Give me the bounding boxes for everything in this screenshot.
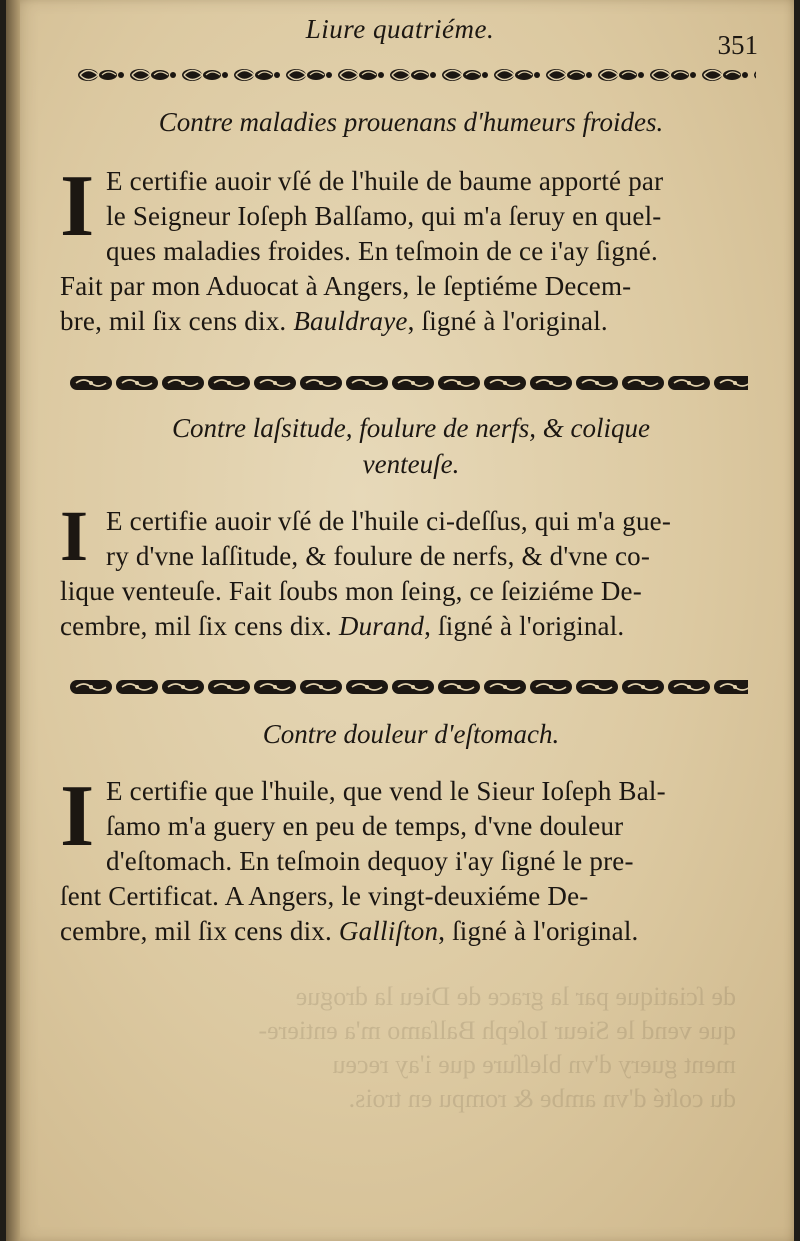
text-line: d'eſtomach. En teſmoin dequoy i'ay ſigné le pre- bbox=[106, 846, 634, 876]
ornament-band-top bbox=[76, 64, 756, 86]
section-heading-line: Contre maladies prouenans d'humeurs froides. bbox=[158, 107, 664, 137]
book-spine bbox=[6, 0, 20, 1241]
text-line: le Seigneur Ioſeph Balſamo, qui m'a ſeruy en quel- bbox=[106, 201, 662, 231]
drop-cap: I bbox=[60, 768, 95, 865]
drop-cap: I bbox=[60, 158, 95, 255]
ornament-band-middle-icon bbox=[68, 372, 748, 394]
signature: Durand bbox=[338, 611, 425, 641]
text-line bbox=[60, 609, 760, 644]
section-heading-line: Contre douleur d'eſtomach. bbox=[262, 719, 560, 749]
show-through-text bbox=[116, 980, 736, 1130]
signature: Bauldraye bbox=[293, 306, 408, 336]
text-line-part: cembre, mil ſix cens dix. bbox=[60, 916, 332, 946]
signature: Galliſton bbox=[338, 916, 439, 946]
signature-tail: , ſigné à l'original. bbox=[407, 306, 608, 336]
text-line-part: cembre, mil ſix cens dix. bbox=[60, 611, 332, 641]
signature-tail: , ſigné à l'original. bbox=[424, 611, 625, 641]
ornament-band-middle bbox=[68, 372, 748, 394]
text-line: E certifie auoir vſé de l'huile de baume apporté par bbox=[106, 166, 664, 196]
ornament-band-lower bbox=[68, 676, 748, 698]
section-heading-line: venteuſe. bbox=[362, 449, 460, 479]
text-line bbox=[60, 914, 760, 949]
text-line: Fait par mon Aduocat à Angers, le ſeptiéme Decem- bbox=[60, 271, 632, 301]
section-heading bbox=[66, 410, 756, 482]
text-line: ques maladies froides. En teſmoin de ce i'ay ſigné. bbox=[106, 236, 658, 266]
running-title: Liure quatriéme. bbox=[305, 14, 495, 44]
show-through-line: que vend le Sieur Ioſeph Balſamo m'a entiere- bbox=[258, 1016, 736, 1045]
certificate-paragraph bbox=[60, 496, 760, 644]
text-line: E certifie auoir vſé de l'huile ci-deſſus, qui m'a gue- bbox=[106, 506, 672, 536]
text-line: ſamo m'a guery en peu de temps, d'vne douleur bbox=[106, 811, 624, 841]
text-line: lique venteuſe. Fait ſoubs mon ſeing, ce ſeiziéme De- bbox=[60, 576, 642, 606]
certificate-paragraph bbox=[60, 768, 760, 949]
text-line: E certifie que l'huile, que vend le Sieur Ioſeph Bal- bbox=[106, 776, 666, 806]
section-heading bbox=[66, 716, 756, 752]
certificate-paragraph bbox=[60, 158, 760, 339]
text-line: ſent Certificat. A Angers, le vingt-deuxiéme De- bbox=[60, 881, 589, 911]
text-line-part: bre, mil ſix cens dix. bbox=[60, 306, 287, 336]
show-through-line: du coſté d'vn ambe & rompu en trois. bbox=[348, 1084, 736, 1113]
page-number: 351 bbox=[717, 30, 758, 60]
show-through-line: de ſciatique par la grace de Dieu la drogue bbox=[295, 982, 736, 1011]
book-page bbox=[6, 0, 794, 1241]
signature-tail: , ſigné à l'original. bbox=[438, 916, 639, 946]
text-line: ry d'vne laſſitude, & foulure de nerfs, & d'vne co- bbox=[106, 541, 651, 571]
ornament-band-top-icon bbox=[76, 64, 756, 86]
section-heading bbox=[66, 104, 756, 140]
text-line bbox=[60, 304, 760, 339]
ornament-band-lower-icon bbox=[68, 676, 748, 698]
show-through-line: ment guery d'vn bleſſure que i'ay receu bbox=[332, 1050, 736, 1079]
section-heading-line: Contre laſsitude, foulure de nerfs, & colique bbox=[172, 413, 650, 443]
drop-cap: I bbox=[60, 496, 89, 576]
